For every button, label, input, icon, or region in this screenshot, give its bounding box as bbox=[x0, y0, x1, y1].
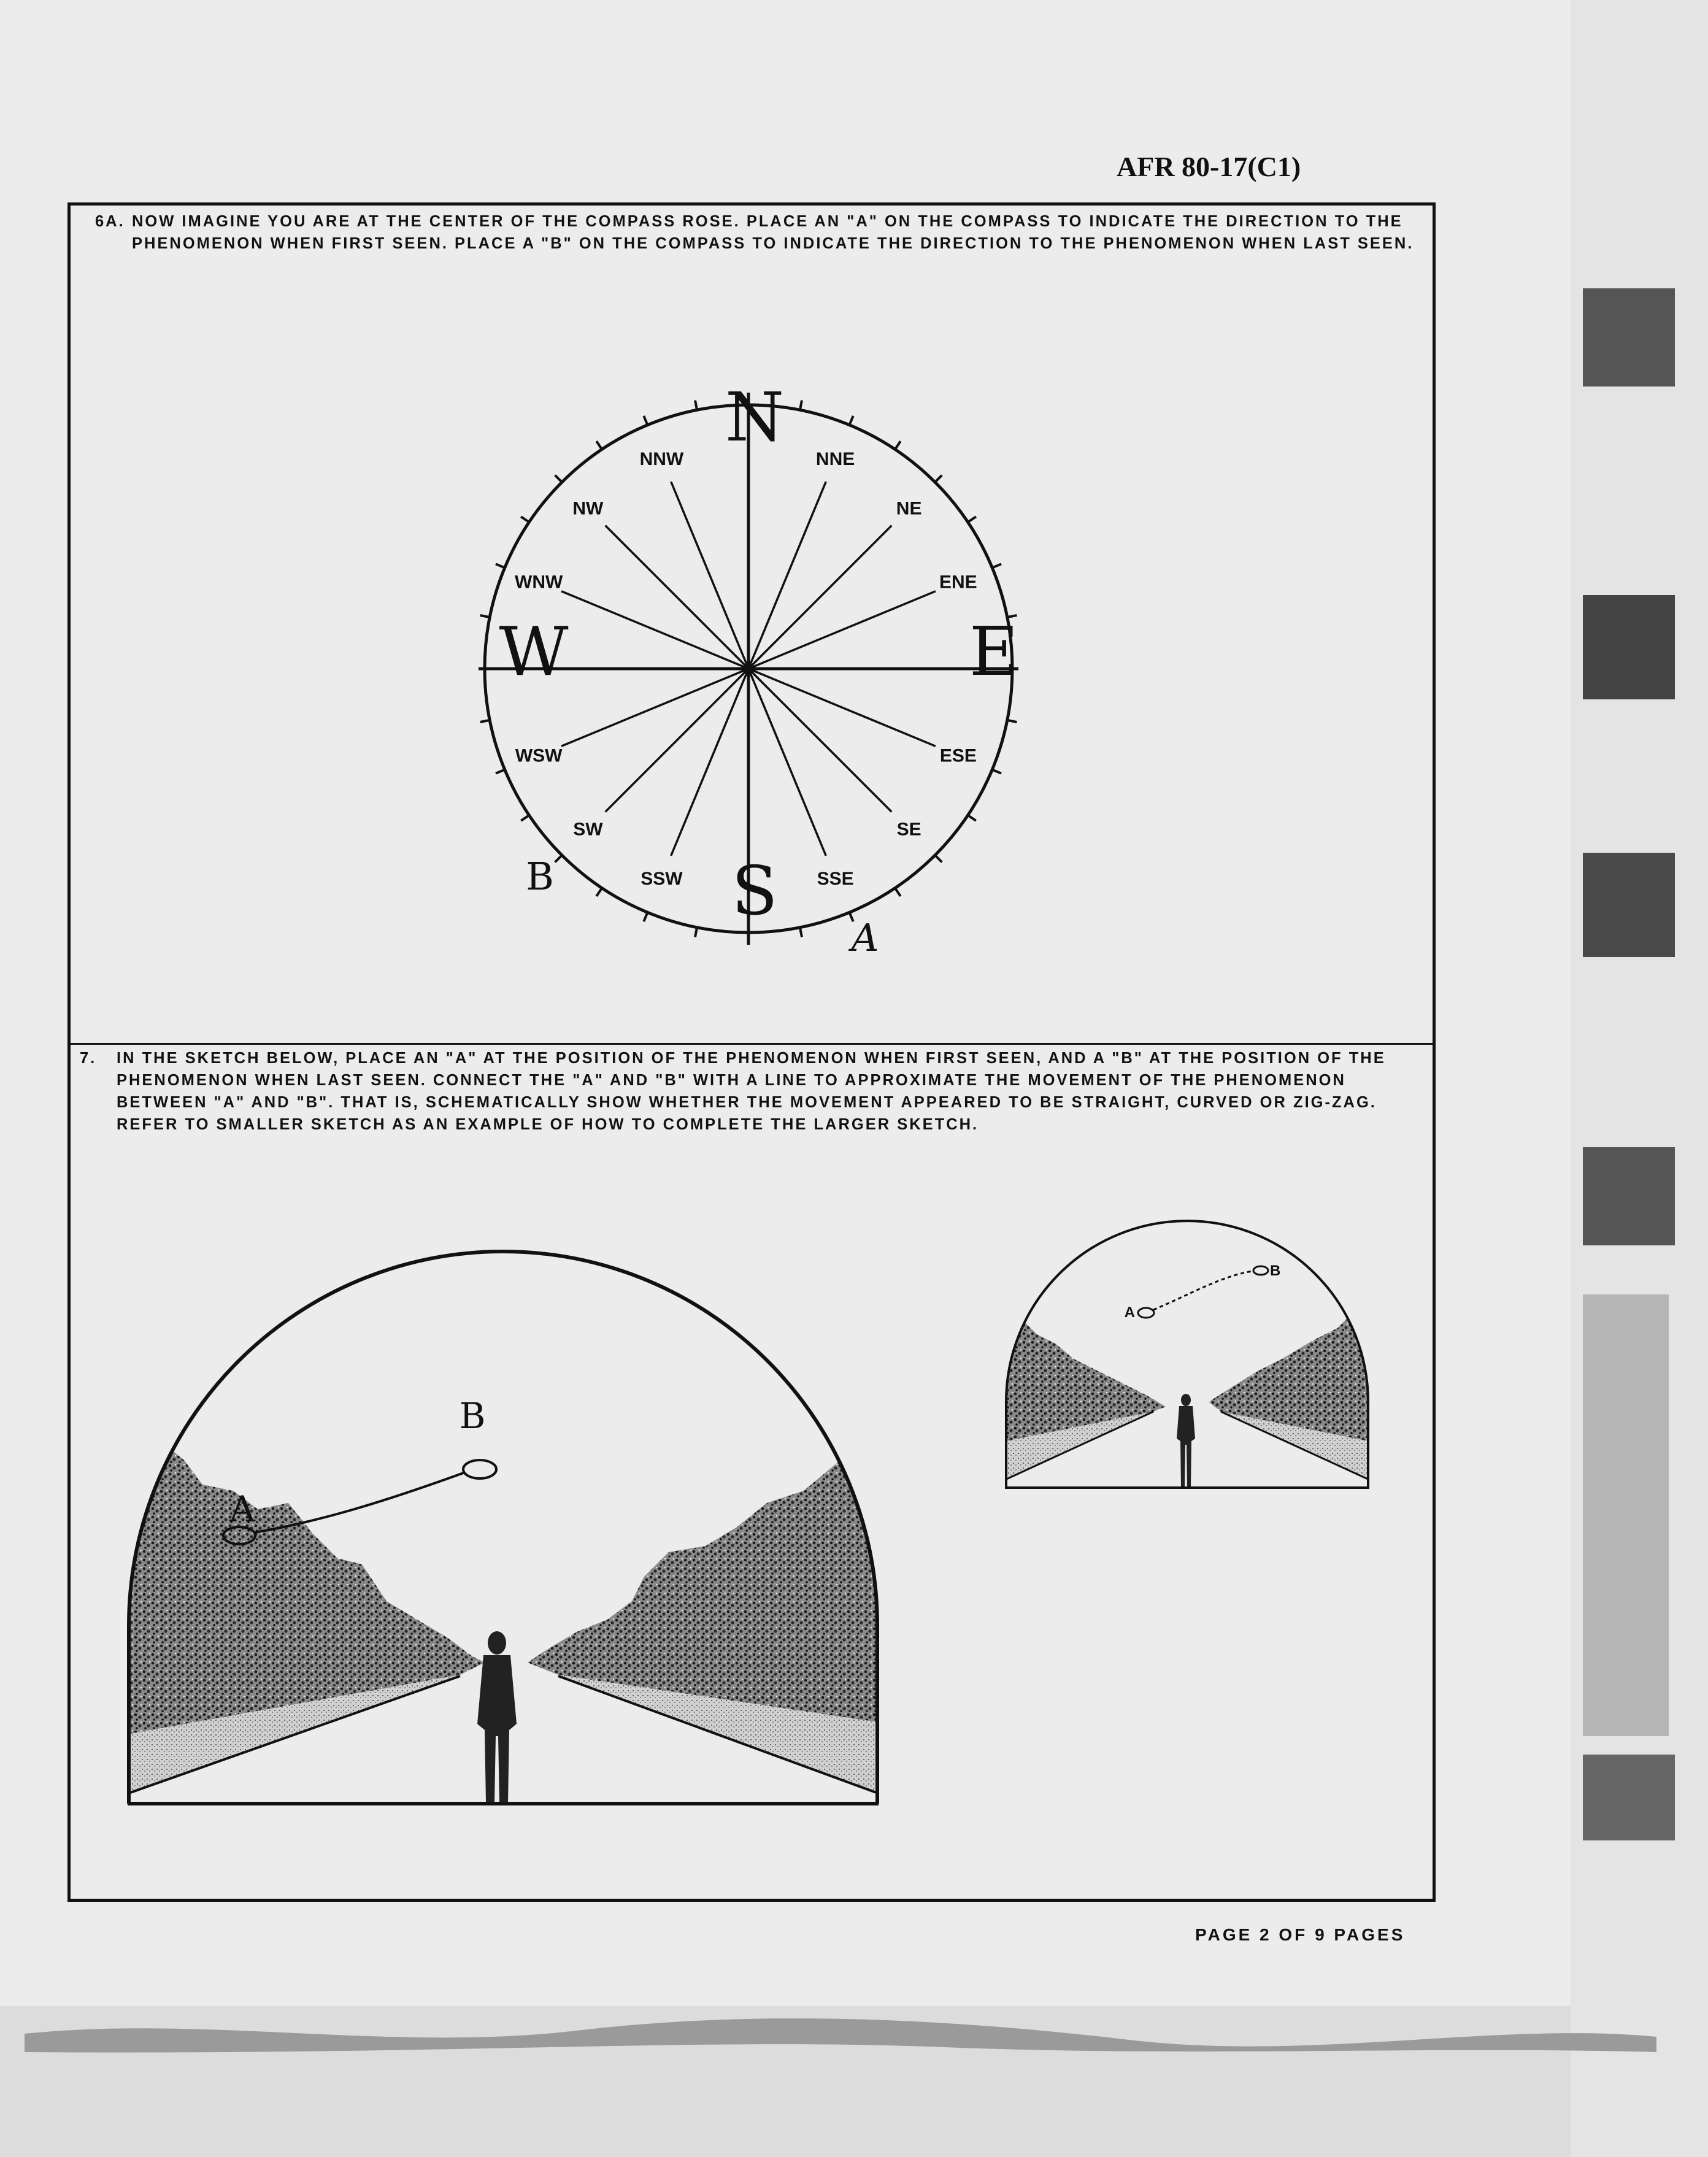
compass-tick bbox=[800, 401, 802, 410]
compass-north-label: N bbox=[725, 378, 785, 456]
page-number-footer: PAGE 2 OF 9 PAGES bbox=[1195, 1925, 1406, 1944]
compass-tick bbox=[968, 815, 976, 821]
compass-tick bbox=[895, 441, 901, 449]
compass-label-ene: ENE bbox=[939, 572, 977, 593]
compass-tick bbox=[935, 475, 942, 482]
compass-tick bbox=[968, 517, 976, 522]
example-sketch bbox=[988, 1212, 1387, 1494]
large-sketch[interactable] bbox=[117, 1258, 890, 1810]
section-7-number: 7. bbox=[80, 1050, 97, 1067]
compass-label-wnw: WNW bbox=[515, 572, 563, 593]
scan-smudge bbox=[25, 2009, 1656, 2058]
compass-label-nne: NNE bbox=[815, 449, 855, 470]
compass-tick bbox=[644, 912, 647, 921]
compass-tick bbox=[992, 770, 1001, 774]
compass-label-wsw: WSW bbox=[515, 745, 563, 766]
section-7-text: IN THE SKETCH BELOW, PLACE AN "A" AT THE POSITION OF THE PHENOMENON WHEN FIRST SEEN, AND A "B" AT THE POSITION OF THE PHENOMENON WHEN LAST SEEN. CONNECT THE "A" AND "B" WITH A LINE TO APPROXIMATE THE MOVEMENT OF THE PHENOMENON BETWEEN "A" AND "B". THAT IS, SCHEMATICALLY SHOW WHETHER THE MOVEMENT APPEARED TO BE STRAIGHT, CURVED OR ZIG-ZAG. REFER TO SMALLER SKETCH AS AN EXAMPLE OF HOW TO COMPLETE THE LARGER SKETCH. bbox=[117, 1050, 1386, 1133]
compass-label-ese: ESE bbox=[939, 745, 977, 766]
form-number-header: AFR 80-17(C1) bbox=[1117, 151, 1301, 182]
compass-label-sse: SSE bbox=[817, 868, 854, 889]
compass-ray-ne bbox=[748, 526, 891, 669]
compass-rose[interactable] bbox=[466, 362, 1055, 975]
compass-label-ne: NE bbox=[896, 498, 922, 519]
compass-tick bbox=[895, 888, 901, 896]
compass-tick bbox=[555, 475, 562, 482]
compass-tick bbox=[521, 517, 529, 522]
large-sketch-mark-b: B bbox=[459, 1395, 486, 1437]
large-sketch-mark-a: A bbox=[229, 1488, 255, 1530]
compass-tick bbox=[555, 855, 562, 862]
compass-south-label: S bbox=[731, 852, 778, 930]
section-6a-instruction bbox=[95, 210, 1426, 255]
compass-tick bbox=[480, 720, 490, 722]
compass-west-label: W bbox=[499, 612, 569, 691]
compass-ray-se bbox=[748, 669, 891, 812]
compass-tick bbox=[496, 770, 505, 774]
compass-tick bbox=[480, 615, 490, 617]
compass-tick bbox=[644, 416, 647, 425]
compass-label-se: SE bbox=[896, 819, 921, 840]
compass-label-nnw: NNW bbox=[639, 449, 684, 470]
compass-tick bbox=[850, 416, 853, 425]
compass-tick bbox=[521, 815, 529, 821]
section-divider bbox=[71, 1043, 1433, 1045]
compass-tick bbox=[596, 441, 602, 449]
example-sketch-mark-a: A bbox=[1124, 1304, 1135, 1321]
compass-tick bbox=[935, 855, 942, 862]
compass-mark-b: B bbox=[526, 854, 554, 899]
compass-east-label: E bbox=[969, 612, 1019, 691]
compass-tick bbox=[596, 888, 602, 896]
section-7-instruction bbox=[80, 1047, 1417, 1136]
compass-tick bbox=[992, 564, 1001, 567]
compass-label-ssw: SSW bbox=[640, 868, 683, 889]
compass-tick bbox=[496, 564, 505, 567]
compass-tick bbox=[695, 401, 697, 410]
compass-ray-sw bbox=[606, 669, 748, 812]
example-sketch-mark-b: B bbox=[1270, 1263, 1281, 1279]
compass-tick bbox=[800, 928, 802, 937]
compass-tick bbox=[1007, 720, 1017, 722]
adjacent-page-edge bbox=[1571, 0, 1708, 2157]
compass-tick bbox=[695, 928, 697, 937]
compass-label-sw: SW bbox=[573, 819, 603, 840]
section-6a-number: 6A. bbox=[95, 213, 125, 230]
compass-mark-a: A bbox=[851, 915, 879, 960]
compass-label-nw: NW bbox=[572, 498, 604, 519]
section-6a-text: NOW IMAGINE YOU ARE AT THE CENTER OF THE COMPASS ROSE. PLACE AN "A" ON THE COMPASS TO INDICATE THE DIRECTION TO THE PHENOMENON WHEN FIRST SEEN. PLACE A "B" ON THE COMPASS TO INDICATE THE DIRECTION TO THE PHENOMENON WHEN LAST SEEN. bbox=[132, 213, 1414, 252]
compass-ray-nw bbox=[606, 526, 748, 669]
